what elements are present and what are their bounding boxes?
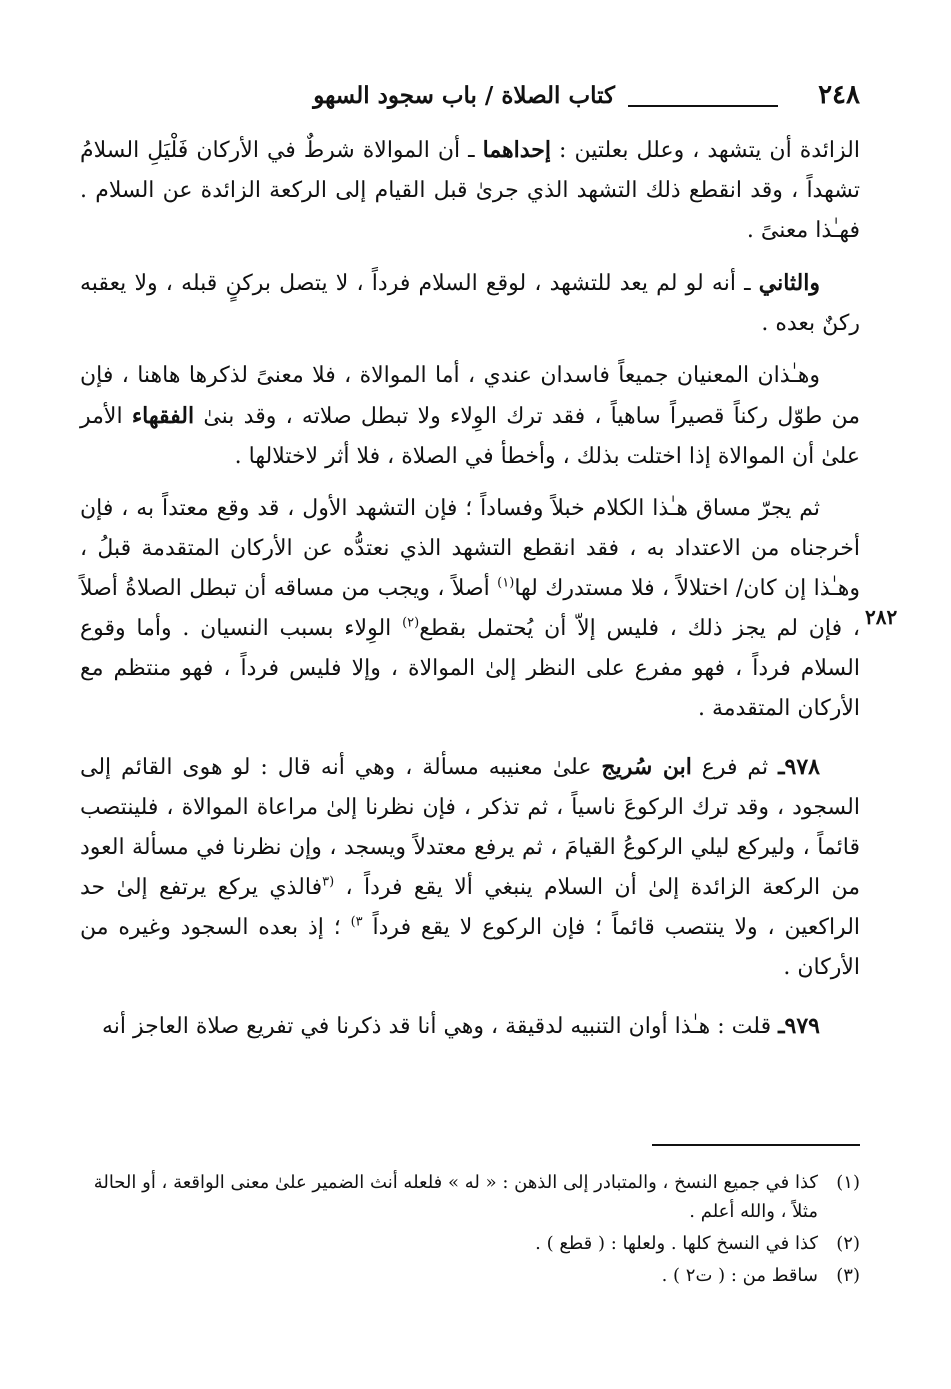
text-run: الزائدة أن يتشهد ، وعلل بعلتين : [559,138,860,163]
text-run: ـ أن الموالاة شرطٌ في الأركان فَلْيَلِ السلامُ تشهداً ، وقد انقطع ذلك التشهد الذي جرىٰ قبل القيام إلى الركعة الزائدة عن السلام . فهـٰذا معنىً . [80,138,860,243]
paragraph-number: ٩٧٨ـ [778,754,820,780]
text-run: الوِلاء بسبب النسيان . وأما وقوع السلام فرداً ، فهو مفرع على النظر إلىٰ الموالاة ، وإلا فليس فرداً ، فهو منتظم مع الأركان المتقدمة . [80,616,860,721]
footnote-text: كذا في جميع النسخ ، والمتبادر إلى الذهن : « له » فلعله أنث الضمير علىٰ معنى الواقعة ، أو الحالة مثلاً ، والله أعلم . [93,1172,818,1222]
footnote-ref[interactable]: (٢) [402,615,420,631]
running-title: كتاب الصلاة / باب سجود السهو [313,82,615,109]
paragraph-3 [80,356,860,477]
paragraph-2 [80,263,860,344]
footnote-number: (٣) [836,1265,860,1286]
paragraph-1 [80,130,860,251]
text-run: ـ أنه لو لم يعد للتشهد ، لوقع السلام فرداً ، لا يتصل بركنٍ قبله ، ولا يعقبه ركنٌ بعده . [80,271,860,336]
footnote-number: (١) [836,1172,860,1193]
text-run: قلت : هـٰذا أوان التنبيه لدقيقة ، وهي أنا قد ذكرنا في تفريع صلاة العاجز أنه [101,1014,772,1039]
footnote-ref[interactable]: (٣ [322,874,335,890]
page-number: ٢٤٨ [818,80,860,110]
footnotes [80,1168,860,1293]
footnote-1 [80,1168,860,1226]
page-header [80,80,860,120]
text-run: وهـٰذان المعنيان جميعاً فاسدان عندي ، أما الموالاة ، فلا معنىً لذكرها هاهنا ، فإن من طوّل ركناً قصيراً ساهياً ، فقد ترك الوِلاء ولا تبطل صلاته ، وقد بنىٰ [80,363,860,429]
footnote-number: (٢) [836,1233,860,1254]
footnote-ref[interactable]: ٣) [350,914,363,930]
footnote-text: كذا في النسخ كلها . ولعلها : ( قطع ) . [535,1233,818,1254]
text-run: علىٰ معنيبه مسألة ، وهي أنه قال : لو هوى القائم إلى السجود ، وقد ترك الركوعَ ناسياً ، ثم تذكر ، فإن نظرنا إلىٰ مراعاة الموالاة ، فلينتصب قائماً ، وليركع ليلي الركوعُ القيامَ ، ثم يرفع معتدلاً ويسجد ، وإن نظرنا في مسألة العود من الركعة الزائدة إلىٰ أن السلام ينبغي ألا يقع فرداً ، [80,755,860,900]
bold-term: والثاني [758,270,820,296]
text-run: فالذي يركع يرتفع إلىٰ حد الراكعين ، ولا ينتصب قائماً ؛ فإن الركوع لا يقع فرداً [80,875,861,940]
text-run: ؛ إذ بعده السجود وغيره من الأركان . [80,915,860,980]
main-text [80,130,860,1059]
margin-folio-number: ٢٨٢ [865,605,898,629]
bold-term: ابن سُريج [601,754,692,780]
footnote-2 [80,1229,860,1258]
text-run: أصلاً ، ويجب من مساقه أن تبطل الصلاةُ أصلاً ، فإن لم يجز ذلك ، فليس إلاّ أن يُحتمل بقطع [80,576,860,641]
footnote-text: ساقط من : ( ت٢ ) . [661,1265,818,1286]
paragraph-4 [80,489,860,729]
paragraph-979 [80,1006,860,1047]
text-run: الأمر علىٰ أن الموالاة إذا اختلت بذلك ، وأخطأ في الصلاة ، فلا أثر لاختلالها . [80,404,860,469]
footnote-3 [80,1261,860,1290]
footnote-ref[interactable]: (١) [497,575,515,591]
paragraph-number: ٩٧٩ـ [778,1013,820,1039]
text-run: ثم فرع [701,755,769,780]
paragraph-978 [80,747,860,988]
footnote-separator [652,1144,860,1146]
bold-term: الفقهاء [131,403,195,429]
bold-term: إحداهما [482,137,552,163]
header-rule [628,105,778,107]
text-run: ثم يجرّ مساق هـٰذا الكلام خبلاً وفساداً ؛ فإن التشهد الأول ، قد وقع معتداً به ، فإن أخرجناه من الاعتداد به ، فقد انقطع التشهد الذي نعتدُّه عن الأركان المتقدمة قبلُ ، وهـٰذا إن كان/ اختلالاً ، فلا مستدرك لها [80,496,860,601]
